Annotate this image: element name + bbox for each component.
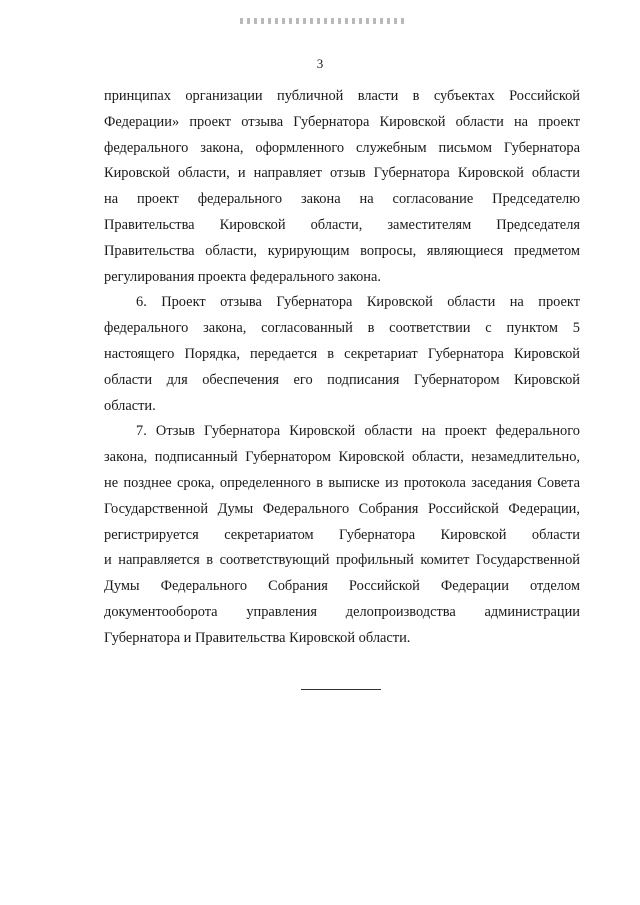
text-line: принципах организации публичной власти в субъектах Российской bbox=[104, 88, 580, 104]
text-line: Правительства Кировской области, заместителям Председателя bbox=[104, 216, 580, 233]
text-line: Думы Федерального Собрания Российской Федерации отделом bbox=[104, 578, 580, 595]
closing-rule bbox=[301, 689, 381, 690]
text-line: 7. Отзыв Губернатора Кировской области на проект федерального bbox=[136, 423, 580, 440]
paragraph-continuation bbox=[104, 84, 580, 290]
text-line: и направляется в соответствующий профильный комитет Государственной bbox=[104, 552, 580, 569]
text-line: 6. Проект отзыва Губернатора Кировской области на проект bbox=[136, 294, 580, 311]
text-line: Государственной Думы Федерального Собрания Российской Федерации, bbox=[104, 500, 580, 517]
text-line: федерального закона, согласованный в соответствии с пунктом 5 bbox=[104, 320, 580, 337]
text-line: Кировской области, и направляет отзыв Губернатора Кировской области bbox=[104, 165, 580, 182]
document-body bbox=[104, 84, 580, 652]
text-line: закона, подписанный Губернатором Кировской области, незамедлительно, bbox=[104, 449, 580, 466]
text-line: документооборота управления делопроизводства администрации bbox=[104, 603, 580, 620]
text-line: области. bbox=[104, 397, 156, 414]
text-line: регистрируется секретариатом Губернатора Кировской области bbox=[104, 526, 580, 543]
text-line: регулирования проекта федерального закона. bbox=[104, 268, 381, 285]
text-line: Правительства области, курирующим вопросы, являющиеся предметом bbox=[104, 242, 580, 259]
page-number: 3 bbox=[316, 56, 324, 71]
text-line: Губернатора и Правительства Кировской области. bbox=[104, 629, 411, 646]
text-line: настоящего Порядка, передается в секретариат Губернатора Кировской bbox=[104, 345, 580, 362]
paragraph-item-7 bbox=[104, 419, 580, 651]
text-line: федерального закона, оформленного служебным письмом Губернатора bbox=[104, 139, 580, 156]
text-line: не позднее срока, определенного в выписке из протокола заседания Совета bbox=[104, 474, 580, 491]
paragraph-item-6 bbox=[104, 290, 580, 419]
scan-header-artifact bbox=[240, 18, 408, 24]
text-line: области для обеспечения его подписания Губернатором Кировской bbox=[104, 371, 580, 388]
text-line: на проект федерального закона на согласование Председателю bbox=[104, 191, 580, 208]
text-line: Федерации» проект отзыва Губернатора Кировской области на проект bbox=[104, 113, 580, 130]
